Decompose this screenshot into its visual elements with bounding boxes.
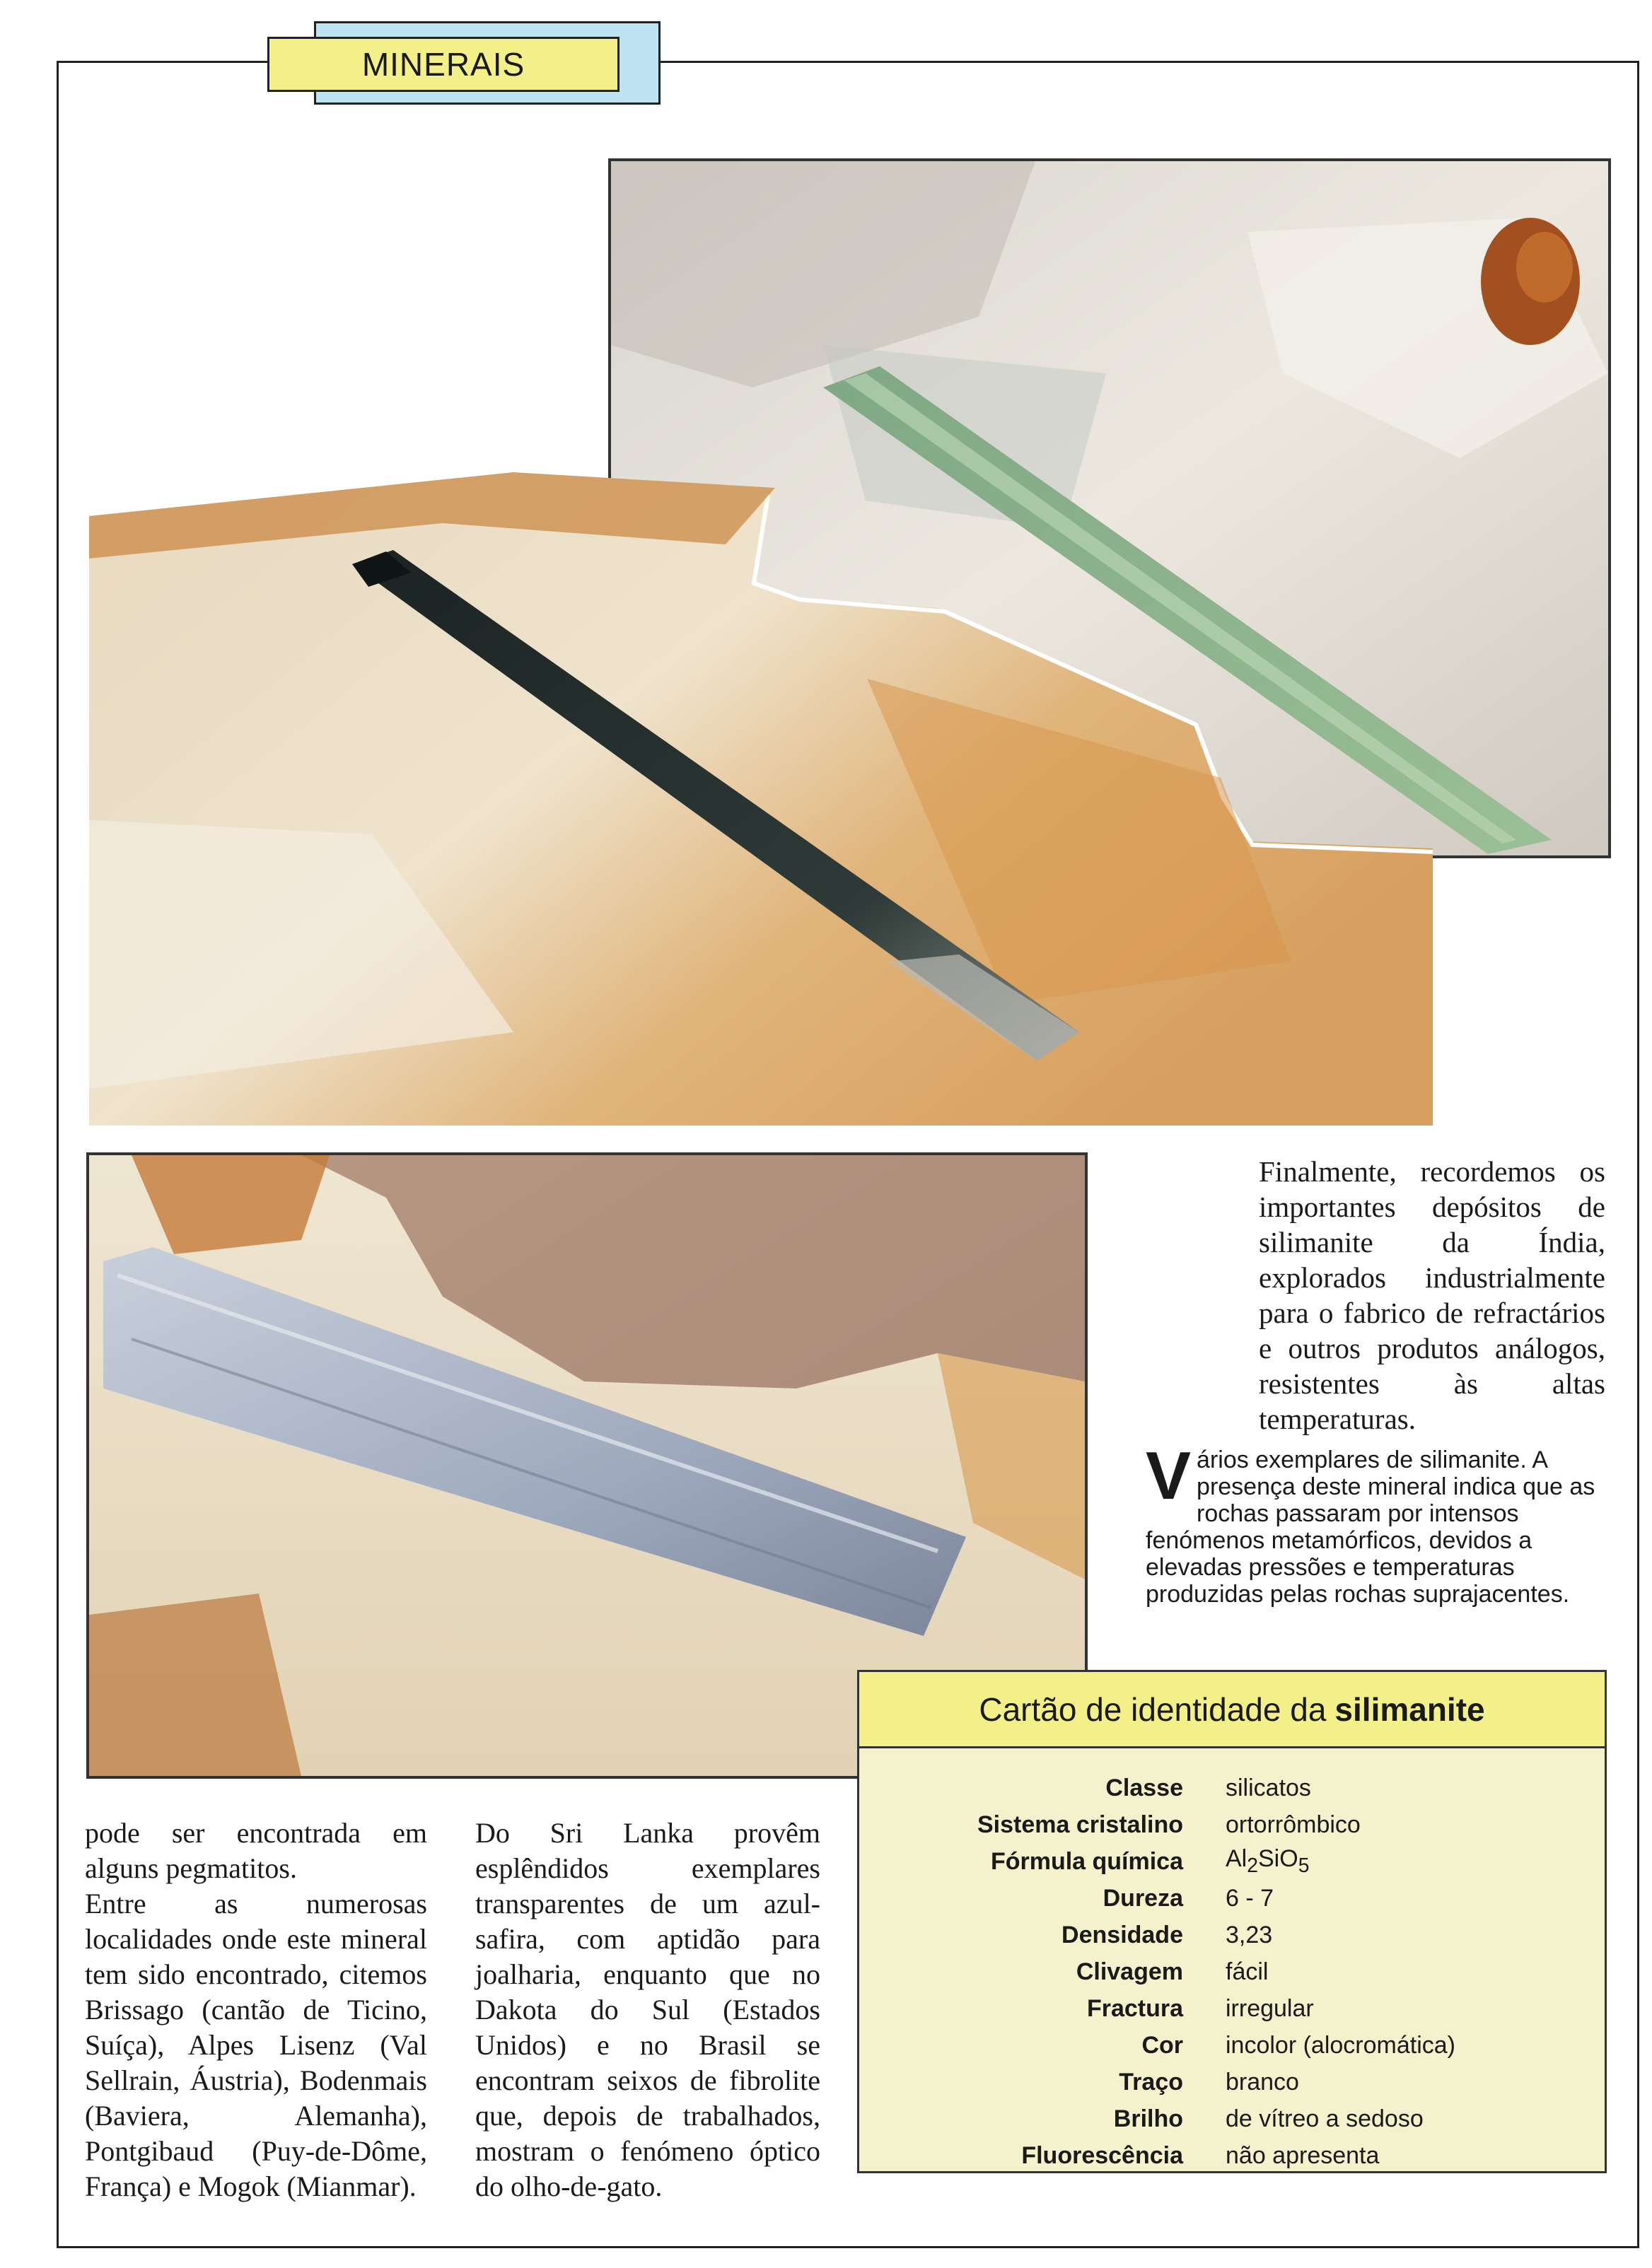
column-1-paragraph-2: Entre as numerosas localidades onde este mineral tem sido encontrado, citemos Brissago (cantão de Ticino, Suíça), Alpes Lisenz (Val Sellrain, Áustria), Bodenmais (Baviera, Alemanha), Pontgibaud (Puy-de-Dôme, França) e Mogok (Mianmar). <box>85 1888 427 2202</box>
row-value: não apresenta <box>1226 2141 1380 2169</box>
identity-card-title <box>859 1672 1605 1748</box>
row-value: silicatos <box>1226 1774 1311 1801</box>
row-label: Fluorescência <box>1021 2141 1183 2169</box>
row-label: Cor <box>1141 2031 1183 2059</box>
card-row-fluorescence <box>859 2137 1605 2174</box>
row-label: Fractura <box>1086 1994 1183 2022</box>
card-row-luster <box>859 2100 1605 2137</box>
card-row-crystal-system <box>859 1806 1605 1843</box>
card-row-hardness <box>859 1880 1605 1917</box>
row-value: de vítreo a sedoso <box>1226 2105 1424 2132</box>
row-value: incolor (alocromática) <box>1226 2031 1455 2059</box>
section-tab: MINERAIS <box>267 37 620 92</box>
row-value: 6 - 7 <box>1226 1884 1274 1912</box>
card-row-fracture <box>859 1990 1605 2027</box>
text-column-1 <box>85 1816 427 2204</box>
row-label: Densidade <box>1061 1921 1183 1948</box>
row-label: Dureza <box>1103 1884 1183 1912</box>
row-label: Fórmula química <box>990 1847 1183 1875</box>
intro-paragraph: Finalmente, recordemos os importantes depósitos de silimanite da Índia, explorados industrialmente para o fabrico de refractários e outros produtos análogos, resistentes às altas temperaturas. <box>1259 1155 1605 1435</box>
card-row-cleavage <box>859 1953 1605 1990</box>
identity-card-rows <box>859 1770 1605 2174</box>
column-2-paragraph-1: Do Sri Lanka provêm esplêndidos exemplares transparentes de um azul-safira, com aptidão para joalharia, enquanto que no Dakota do Sul (Estados Unidos) e no Brasil se encontram seixos de fibrolite que, depois de trabalhados, mostram o fenómeno óptico do olho-de-gato. <box>475 1817 820 2202</box>
row-label: Sistema cristalino <box>977 1811 1183 1838</box>
identity-card <box>857 1670 1607 2173</box>
text-column-2 <box>475 1816 820 2204</box>
card-row-formula <box>859 1843 1605 1880</box>
row-value-formula: $Al_2SiO_5$ <box>1226 1845 1310 1877</box>
row-label: Traço <box>1119 2068 1183 2095</box>
column-1-paragraph-1: pode ser encontrada em alguns pegmatitos. <box>85 1817 427 1884</box>
photo-black-crystal <box>89 467 1433 1126</box>
row-value: branco <box>1226 2068 1299 2095</box>
caption-text: ários exemplares de silimanite. A presença deste mineral indica que as rochas passaram por intensos fenómenos metamórficos, devidos a elevadas pressões e temperaturas produzidas pelas rochas suprajacentes. <box>1146 1446 1595 1608</box>
card-row-color <box>859 2027 1605 2064</box>
row-label: Brilho <box>1113 2105 1183 2132</box>
photo-caption <box>1146 1438 1605 1608</box>
row-value: 3,23 <box>1226 1921 1273 1948</box>
card-row-density <box>859 1917 1605 1953</box>
row-value: irregular <box>1226 1994 1314 2022</box>
row-label: Classe <box>1105 1774 1183 1801</box>
card-title-prefix: Cartão de identidade da <box>979 1690 1327 1728</box>
row-value: fácil <box>1226 1958 1269 1985</box>
caption-dropcap: V <box>1146 1438 1192 1514</box>
row-label: Clivagem <box>1076 1958 1183 1985</box>
row-value: ortorrômbico <box>1226 1811 1361 1838</box>
card-title-mineral: silimanite <box>1334 1690 1485 1728</box>
card-row-streak <box>859 2064 1605 2100</box>
card-row-class <box>859 1770 1605 1806</box>
